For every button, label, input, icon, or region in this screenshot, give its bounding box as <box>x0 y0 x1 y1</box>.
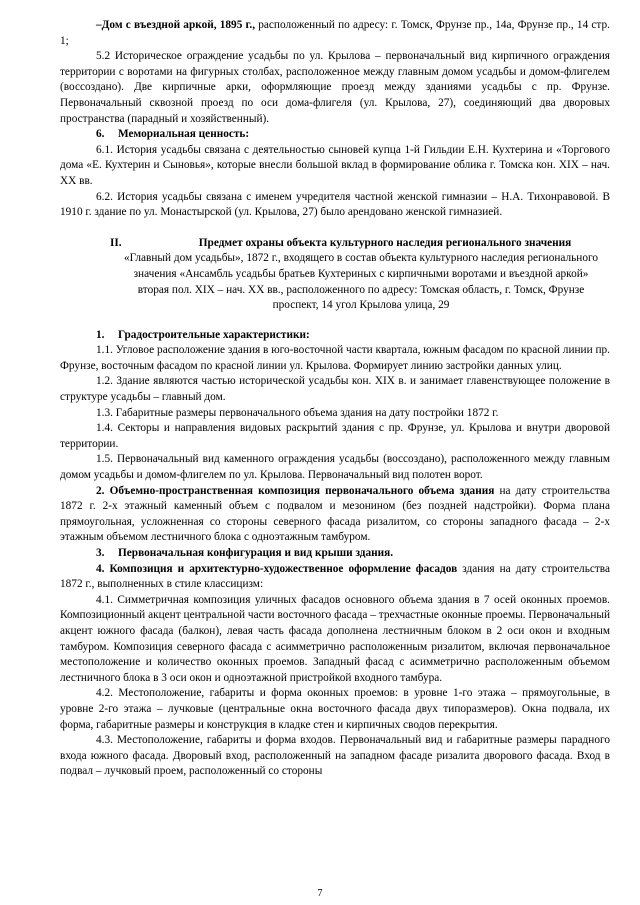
heading-facade-number: 4. <box>96 562 105 575</box>
heading-roof-title: Первоначальная конфигурация и вид крыши здания. <box>118 547 394 559</box>
paragraph-4-1: 4.1. Симметричная композиция уличных фасадов основного объема здания в 7 осей оконных проемов. Композиционный акцент центральной части восточного фасада – трехчастные оконные проемы. Первоначальный акцент южного фасада (балкон), левая часть фасада дополнена лестничным блоком в 2 оси окон и входным тамбуром. Композиция северного фасада с асимметрично расположенным ризалитом, включая первоначальное местоположение и количество оконных проемов. Западный фасад с асимметрично расположенным объемом лестничного блока в 3 оси окон и одноэтажной пристройкой входного тамбура. <box>60 593 610 684</box>
heading-urban-title: Градостроительные характеристики: <box>118 328 310 341</box>
paragraph-facade <box>60 562 610 593</box>
volume-text: на дату строительства 1872 г. 2-х этажный каменный объем с подвалом и мезонином (без поздней надстройки). Форма плана прямоугольная, усложненная со стороны северного фасада ризалитом, со стороны западного фасада – 2-х этажным объемом лестничного блока с одноэтажным тамбуром. <box>60 484 610 544</box>
paragraph-6-2: 6.2. История усадьбы связана с именем учредителя частной женской гимназии – Н.А. Тихонравовой. В 1910 г. здание по ул. Монастырской (ул. Крылова, 27) было арендовано женской гимназией. <box>60 190 610 219</box>
list-item-house-with-arch <box>60 18 610 49</box>
paragraph-4-3: 4.3. Местоположение, габариты и форма входов. Первоначальный вид и габаритные размеры парадного входа южного фасада. Дворовый вход, расположенный на западном фасаде ризалита дворового фасада. Вход в подвал – лучковый проем, расположенный со стороны <box>60 734 610 778</box>
house-with-arch-address: расположенный по адресу: г. Томск, Фрунзе пр., 14а, Фрунзе пр., 14 стр. 1; <box>60 19 610 47</box>
paragraph-1-5: 1.5. Первоначальный вид каменного ограждения усадьбы (воссоздано), расположенного между главным домом усадьбы и домом-флигелем по ул. Крылова. Первоначальный вид полотен ворот. <box>60 453 610 482</box>
heading-facade-title: Композиция и архитектурно-художественное оформление фасадов <box>109 562 458 575</box>
heading-memorial <box>60 127 610 143</box>
paragraph-1-3: 1.3. Габаритные размеры первоначального объема здания на дату постройки 1872 г. <box>96 406 499 419</box>
section-ii-block <box>60 236 610 314</box>
document-page <box>60 18 610 780</box>
heading-memorial-number: 6. <box>96 128 105 141</box>
heading-urban <box>60 328 610 344</box>
section-ii-number: II. <box>110 236 122 249</box>
paragraph-4-2: 4.2. Местоположение, габариты и форма оконных проемов: в уровне 1-го этажа – прямоугольные, в уровне 2-го этажа – лучковые (центральные окна восточного фасада двух типоразмеров). Окна подвала, их форма, габаритные размеры и конструкция в кладке стен и кирпичных сводов перекрытия. <box>60 687 610 731</box>
paragraph-1-1: 1.1. Угловое расположение здания в юго-восточной части квартала, южным фасадом по красной линии пр. Фрунзе, восточным фасадом по красной линии ул. Крылова. Формирует линию застройки данных улиц. <box>60 344 610 372</box>
heading-roof <box>60 546 610 562</box>
heading-roof-number: 3. <box>96 547 105 559</box>
heading-urban-number: 1. <box>96 328 105 341</box>
paragraph-1-2: 1.2. Здание являются частью исторической усадьбы кон. XIX в. и занимает главенствующее положение в структуре усадьбы – главный дом. <box>60 375 610 404</box>
paragraph-5-2: 5.2 Историческое ограждение усадьбы по ул. Крылова – первоначальный вид кирпичного ограждения территории с воротами на фигурных столбах, расположенное между главным домом усадьбы и домом-флигелем (воссоздано). Две кирпичные арки, оформляющие проезд между зданиями усадьбы с пр. Фрунзе. Первоначальный сквозной проезд по оси дома-флигеля (ул. Крылова, 27), соединяющий два дворовых пространства (парадный и хозяйственный). <box>60 50 610 125</box>
section-ii-description: «Главный дом усадьбы», 1872 г., входящего в состав объекта культурного наследия регионального значения «Ансамбль усадьбы братьев Кухтериных с кирпичными воротами и въездной аркой» вторая пол. XIX – нач. XX вв., расположенного по адресу: Томская область, г. Томск, Фрунзе проспект, 14 угол Крылова улица, 29 <box>124 252 598 312</box>
heading-memorial-title: Мемориальная ценность: <box>118 128 250 141</box>
paragraph-volume <box>60 484 610 546</box>
section-ii-heading <box>60 236 610 252</box>
section-ii-title: Предмет охраны объекта культурного наследия регионального значения <box>198 236 572 249</box>
paragraph-6-1: 6.1. История усадьбы связана с деятельностью сыновей купца 1-й Гильдии Е.Н. Кухтерина и «Торгового дома «Е. Кухтерин и Сыновья», которые внесли большой вклад в формирование облика г. Томска кон. XIX – нач. XX вв. <box>60 143 610 187</box>
paragraph-1-4: 1.4. Секторы и направления видовых раскрытий здания с пр. Фрунзе, ул. Крылова и внутри дворовой территории. <box>60 422 610 450</box>
heading-volume-number: 2. <box>96 484 105 497</box>
facade-text: здания на дату строительства 1872 г., выполненных в стиле классицизм: <box>60 562 610 591</box>
heading-volume-title: Объемно-пространственная композиция первоначального объема здания <box>109 484 495 497</box>
page-number: 7 <box>317 888 323 899</box>
house-with-arch-title: –Дом с въездной аркой, 1895 г., <box>96 19 256 31</box>
